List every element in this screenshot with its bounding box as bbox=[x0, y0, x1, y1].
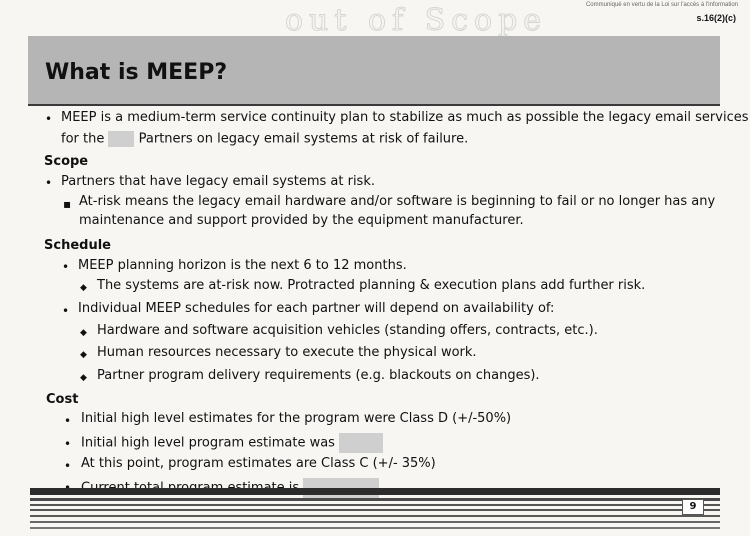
scope-heading: Scope bbox=[44, 154, 89, 169]
svg-text:out of Scope: out of Scope bbox=[285, 3, 548, 36]
schedule-heading: Schedule bbox=[44, 238, 111, 253]
bullet-dot: • bbox=[45, 112, 53, 126]
bullet-dot: • bbox=[64, 459, 72, 473]
bullet-diamond: ◆ bbox=[80, 373, 87, 383]
cost-item-2-text: Initial high level program estimate was bbox=[81, 435, 335, 451]
schedule-item-2: Individual MEEP schedules for each partner will depend on availability of: bbox=[78, 301, 555, 316]
intro-line-2-before: for the bbox=[61, 131, 105, 147]
cost-heading: Cost bbox=[46, 392, 79, 407]
intro-line-2-after: Partners on legacy email systems at risk of failure. bbox=[138, 131, 469, 147]
schedule-item-1-sub: The systems are at-risk now. Protracted planning & execution plans add further risk. bbox=[97, 278, 646, 293]
exemption-code: s.16(2)(c) bbox=[696, 13, 736, 23]
redaction-box bbox=[108, 131, 134, 147]
cost-item-3: At this point, program estimates are Class C (+/- 35%) bbox=[81, 456, 436, 471]
cost-item-2 bbox=[81, 433, 383, 453]
bullet-diamond: ◆ bbox=[80, 328, 87, 338]
bullet-diamond: ◆ bbox=[80, 283, 87, 293]
bullet-dot: • bbox=[45, 176, 53, 190]
intro-line-2 bbox=[61, 131, 468, 148]
bullet-square: ▪ bbox=[63, 197, 72, 211]
schedule-item-1: MEEP planning horizon is the next 6 to 12 months. bbox=[78, 258, 407, 273]
schedule-item-2-sub: Human resources necessary to execute the physical work. bbox=[97, 345, 477, 360]
intro-line-1: MEEP is a medium-term service continuity plan to stabilize as much as possible the legacy email services bbox=[61, 110, 749, 125]
scope-item-1: Partners that have legacy email systems at risk. bbox=[61, 174, 375, 189]
bullet-dot: • bbox=[62, 260, 70, 274]
cost-item-1: Initial high level estimates for the program were Class D (+/-50%) bbox=[81, 411, 512, 426]
schedule-item-2-sub: Hardware and software acquisition vehicles (standing offers, contracts, etc.). bbox=[97, 323, 598, 338]
schedule-item-2-sub: Partner program delivery requirements (e.g. blackouts on changes). bbox=[97, 368, 540, 383]
bullet-diamond: ◆ bbox=[80, 350, 87, 360]
bullet-dot: • bbox=[64, 437, 72, 451]
bullet-dot: • bbox=[62, 304, 70, 318]
redaction-box bbox=[339, 433, 383, 453]
bullet-dot: • bbox=[64, 414, 72, 428]
scope-sub-1-line-2: maintenance and support provided by the equipment manufacturer. bbox=[79, 213, 524, 228]
page-number: 9 bbox=[682, 499, 704, 515]
footer-stripes bbox=[30, 488, 720, 532]
page-title: What is MEEP? bbox=[45, 60, 228, 85]
scope-sub-1-line-1: At-risk means the legacy email hardware and/or software is beginning to fail or no longer has any bbox=[79, 194, 716, 209]
access-to-information-stamp: Communiqué en vertu de la Loi sur l'accès à l'information bbox=[585, 2, 738, 8]
